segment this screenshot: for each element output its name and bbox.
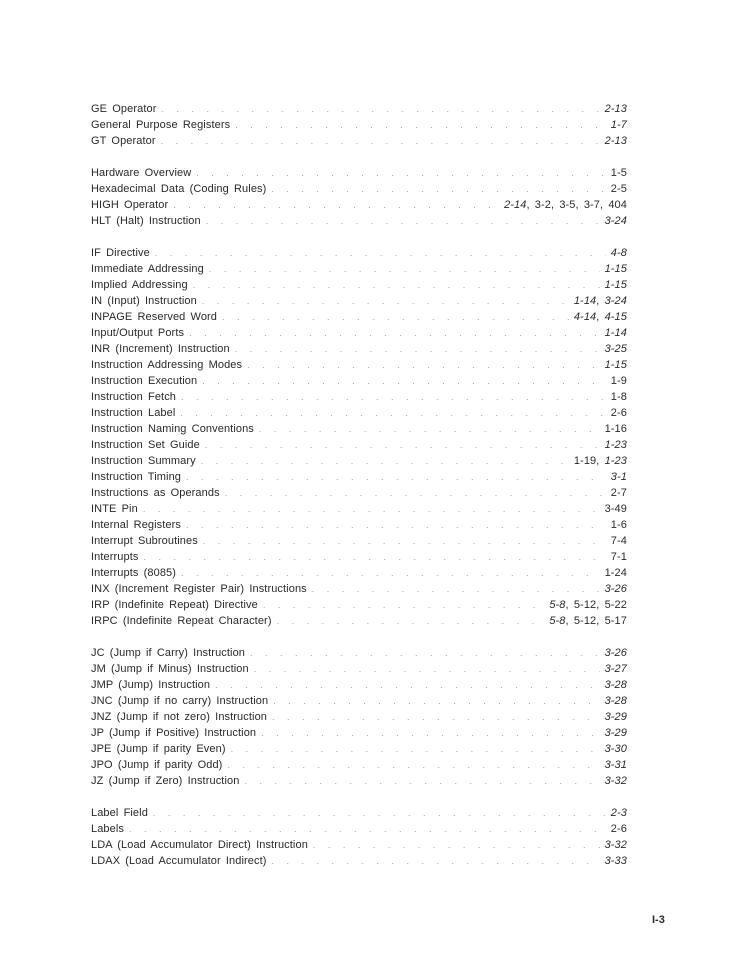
index-term: JPE (Jump if parity Even) xyxy=(91,743,226,755)
page-reference: 1-23 xyxy=(604,439,627,451)
page-references xyxy=(605,501,627,517)
index-term: JNC (Jump if no carry) Instruction xyxy=(91,695,269,707)
index-entry xyxy=(91,133,627,149)
page-references xyxy=(611,549,627,565)
index-term: JNZ (Jump if not zero) Instruction xyxy=(91,711,268,723)
index-entry xyxy=(91,293,627,309)
index-entry xyxy=(91,645,627,661)
dot-leader xyxy=(143,549,605,565)
index-entry xyxy=(91,677,627,693)
index-list xyxy=(91,101,627,885)
page-reference: 4-15 xyxy=(604,311,627,323)
index-entry xyxy=(91,661,627,677)
page-references xyxy=(605,581,627,597)
dot-leader xyxy=(153,805,606,821)
page-reference: 1-9 xyxy=(610,375,627,387)
index-term: JZ (Jump if Zero) Instruction xyxy=(91,775,240,787)
index-term: Instruction Execution xyxy=(91,375,198,387)
index-entry xyxy=(91,453,627,469)
index-term: Instruction Fetch xyxy=(91,391,177,403)
index-term: INX (Increment Register Pair) Instructions xyxy=(91,583,307,595)
index-term: INR (Increment) Instruction xyxy=(91,343,230,355)
index-entry xyxy=(91,805,627,821)
index-term: JM (Jump if Minus) Instruction xyxy=(91,663,249,675)
page-reference: 3-27 xyxy=(604,663,627,675)
index-entry xyxy=(91,693,627,709)
index-term: GT Operator xyxy=(91,135,156,147)
index-entry xyxy=(91,245,627,261)
index-entry xyxy=(91,101,627,117)
index-term: Implied Addressing xyxy=(91,279,188,291)
index-entry xyxy=(91,309,627,325)
page-reference: 4-14 xyxy=(573,311,597,323)
dot-leader xyxy=(227,757,599,773)
index-entry xyxy=(91,613,627,629)
index-term: LDAX (Load Accumulator Indirect) xyxy=(91,855,267,867)
dot-leader xyxy=(247,357,599,373)
index-group xyxy=(91,165,627,229)
dot-leader xyxy=(155,245,606,261)
index-entry xyxy=(91,197,627,213)
index-entry xyxy=(91,565,627,581)
page-reference: 3-33 xyxy=(604,855,627,867)
index-term: General Purpose Registers xyxy=(91,119,231,131)
index-term: Internal Registers xyxy=(91,519,182,531)
page-references: 5-8, 5-12, 5-22 xyxy=(549,599,627,611)
page-reference: 3-2 xyxy=(534,199,551,211)
page-references xyxy=(611,373,627,389)
page-reference: 2-6 xyxy=(610,823,627,835)
dot-leader xyxy=(196,165,606,181)
index-term: JP (Jump if Positive) Instruction xyxy=(91,727,257,739)
page-number: I-3 xyxy=(652,914,665,926)
page-reference: 1-19 xyxy=(573,455,597,467)
index-entry xyxy=(91,421,627,437)
index-term: Input/Output Ports xyxy=(91,327,185,339)
index-entry xyxy=(91,853,627,869)
index-term: IRPC (Indefinite Repeat Character) xyxy=(91,615,272,627)
dot-leader xyxy=(143,501,600,517)
dot-leader xyxy=(313,837,600,853)
index-entry xyxy=(91,709,627,725)
index-term: Instruction Naming Conventions xyxy=(91,423,254,435)
dot-leader xyxy=(173,197,499,213)
dot-leader xyxy=(272,853,600,869)
dot-leader xyxy=(254,661,600,677)
dot-leader xyxy=(215,677,599,693)
index-term: HIGH Operator xyxy=(91,199,169,211)
index-entry xyxy=(91,581,627,597)
dot-leader xyxy=(263,597,544,613)
page-references xyxy=(605,773,627,789)
index-term: Instruction Label xyxy=(91,407,176,419)
page-reference: 5-8 xyxy=(549,615,566,627)
index-term: Instruction Set Guide xyxy=(91,439,200,451)
page-reference: 2-3 xyxy=(610,807,627,819)
page-references xyxy=(611,165,627,181)
page-reference: 404 xyxy=(608,199,627,211)
page-references: 1-14, 3-24 xyxy=(573,295,627,307)
dot-leader xyxy=(231,741,600,757)
page-reference: 3-29 xyxy=(604,727,627,739)
page-references xyxy=(605,213,627,229)
index-entry xyxy=(91,117,627,133)
dot-leader xyxy=(261,725,599,741)
index-group xyxy=(91,101,627,149)
page-reference: 1-15 xyxy=(604,279,627,291)
page-references xyxy=(611,245,627,261)
page-references xyxy=(605,853,627,869)
index-term: INTE Pin xyxy=(91,503,138,515)
page-references xyxy=(605,693,627,709)
page-reference: 5-17 xyxy=(604,615,627,627)
page-reference: 3-26 xyxy=(604,583,627,595)
page-reference: 1-24 xyxy=(604,567,627,579)
index-group xyxy=(91,645,627,789)
index-term: Hexadecimal Data (Coding Rules) xyxy=(91,183,267,195)
page-reference: 5-22 xyxy=(604,599,627,611)
index-group xyxy=(91,245,627,629)
dot-leader xyxy=(201,453,569,469)
page-reference: 1-5 xyxy=(610,167,627,179)
index-term: Immediate Addressing xyxy=(91,263,204,275)
dot-leader xyxy=(181,565,600,581)
page-reference: 3-24 xyxy=(604,215,627,227)
page-reference: 3-24 xyxy=(604,295,627,307)
page-reference: 3-25 xyxy=(604,343,627,355)
index-term: GE Operator xyxy=(91,103,157,115)
index-entry xyxy=(91,725,627,741)
page-reference: 3-26 xyxy=(604,647,627,659)
page-reference: 1-15 xyxy=(604,359,627,371)
page-reference: 2-13 xyxy=(604,103,627,115)
index-entry xyxy=(91,773,627,789)
dot-leader xyxy=(250,645,600,661)
page-references: 2-14, 3-2, 3-5, 3-7, 404 xyxy=(504,199,627,211)
dot-leader xyxy=(209,261,600,277)
dot-leader xyxy=(259,421,600,437)
page-references xyxy=(611,469,627,485)
page-references xyxy=(611,517,627,533)
index-entry xyxy=(91,485,627,501)
page-reference: 3-1 xyxy=(610,471,627,483)
page-reference: 3-49 xyxy=(604,503,627,515)
dot-leader xyxy=(277,613,545,629)
index-entry xyxy=(91,837,627,853)
page-references xyxy=(605,421,627,437)
dot-leader xyxy=(235,341,600,357)
page-reference: 3-32 xyxy=(604,775,627,787)
page-reference: 3-5 xyxy=(559,199,576,211)
dot-leader xyxy=(202,373,606,389)
index-entry xyxy=(91,821,627,837)
index-entry xyxy=(91,741,627,757)
page-references xyxy=(605,645,627,661)
page-references xyxy=(605,437,627,453)
dot-leader xyxy=(129,821,606,837)
index-entry xyxy=(91,325,627,341)
page-references xyxy=(611,485,627,501)
page-reference: 1-15 xyxy=(604,263,627,275)
index-entry xyxy=(91,357,627,373)
index-entry xyxy=(91,405,627,421)
index-term: Instructions as Operands xyxy=(91,487,220,499)
page-references xyxy=(611,181,627,197)
index-entry xyxy=(91,437,627,453)
page-references xyxy=(605,565,627,581)
dot-leader xyxy=(235,117,606,133)
index-term: IF Directive xyxy=(91,247,150,259)
page-references xyxy=(611,805,627,821)
page-references xyxy=(605,357,627,373)
dot-leader xyxy=(186,517,606,533)
page-references xyxy=(611,533,627,549)
page-references xyxy=(605,133,627,149)
dot-leader xyxy=(180,405,605,421)
index-entry xyxy=(91,213,627,229)
dot-leader xyxy=(205,437,600,453)
dot-leader xyxy=(202,293,569,309)
index-term: JMP (Jump) Instruction xyxy=(91,679,211,691)
page-reference: 5-8 xyxy=(549,599,566,611)
index-term: LDA (Load Accumulator Direct) Instruction xyxy=(91,839,308,851)
page-references: 4-14, 4-15 xyxy=(573,311,627,323)
dot-leader xyxy=(161,101,599,117)
index-entry xyxy=(91,517,627,533)
page-references xyxy=(611,117,627,133)
page-references xyxy=(605,341,627,357)
page-references xyxy=(605,277,627,293)
page-reference: 7-1 xyxy=(610,551,627,563)
index-term: IN (Input) Instruction xyxy=(91,295,197,307)
dot-leader xyxy=(189,325,600,341)
page-reference: 1-16 xyxy=(604,423,627,435)
index-term: JPO (Jump if parity Odd) xyxy=(91,759,223,771)
page-references: 5-8, 5-12, 5-17 xyxy=(549,615,627,627)
index-entry xyxy=(91,501,627,517)
page-reference: 2-6 xyxy=(610,407,627,419)
index-entry xyxy=(91,261,627,277)
page-reference: 1-14 xyxy=(573,295,597,307)
page-reference: 5-12 xyxy=(573,599,597,611)
index-term: Interrupts (8085) xyxy=(91,567,177,579)
dot-leader xyxy=(272,709,600,725)
page-references xyxy=(605,677,627,693)
index-term: Instruction Timing xyxy=(91,471,182,483)
index-entry xyxy=(91,165,627,181)
dot-leader xyxy=(244,773,599,789)
page-reference: 3-28 xyxy=(604,695,627,707)
index-entry xyxy=(91,469,627,485)
page-reference: 1-6 xyxy=(610,519,627,531)
dot-leader xyxy=(161,133,600,149)
page-references xyxy=(605,725,627,741)
page-references xyxy=(605,741,627,757)
page-reference: 5-12 xyxy=(573,615,597,627)
page-references xyxy=(605,837,627,853)
page-reference: 3-30 xyxy=(604,743,627,755)
page-references xyxy=(605,661,627,677)
index-term: HLT (Halt) Instruction xyxy=(91,215,201,227)
page-reference: 1-14 xyxy=(604,327,627,339)
index-group xyxy=(91,805,627,869)
page-reference: 4-8 xyxy=(610,247,627,259)
page-reference: 3-32 xyxy=(604,839,627,851)
index-entry xyxy=(91,181,627,197)
page-reference: 3-28 xyxy=(604,679,627,691)
page-reference: 2-5 xyxy=(610,183,627,195)
page-reference: 3-7 xyxy=(583,199,601,211)
page-reference: 3-29 xyxy=(604,711,627,723)
index-entry xyxy=(91,341,627,357)
dot-leader xyxy=(271,181,605,197)
dot-leader xyxy=(193,277,600,293)
index-term: Labels xyxy=(91,823,125,835)
index-term: Instruction Addressing Modes xyxy=(91,359,243,371)
index-term: IRP (Indefinite Repeat) Directive xyxy=(91,599,258,611)
index-term: JC (Jump if Carry) Instruction xyxy=(91,647,246,659)
dot-leader xyxy=(225,485,606,501)
index-entry xyxy=(91,757,627,773)
page-references: 1-19, 1-23 xyxy=(573,455,627,467)
page-reference: 2-14 xyxy=(504,199,527,211)
dot-leader xyxy=(222,309,569,325)
page-references xyxy=(611,405,627,421)
dot-leader xyxy=(186,469,606,485)
dot-leader xyxy=(203,533,606,549)
index-term: Interrupts xyxy=(91,551,139,563)
index-term: INPAGE Reserved Word xyxy=(91,311,218,323)
page-references xyxy=(605,325,627,341)
index-term: Label Field xyxy=(91,807,148,819)
index-entry xyxy=(91,389,627,405)
page-reference: 2-7 xyxy=(610,487,627,499)
dot-leader xyxy=(273,693,599,709)
page-references xyxy=(611,389,627,405)
index-entry xyxy=(91,373,627,389)
page-references xyxy=(605,757,627,773)
page-reference: 7-4 xyxy=(610,535,627,547)
page-reference: 2-13 xyxy=(604,135,627,147)
index-term: Interrupt Subroutines xyxy=(91,535,198,547)
dot-leader xyxy=(206,213,600,229)
page-reference: 3-31 xyxy=(604,759,627,771)
dot-leader xyxy=(181,389,606,405)
page-references xyxy=(605,101,627,117)
index-term: Instruction Summary xyxy=(91,455,196,467)
page-references xyxy=(605,709,627,725)
index-entry xyxy=(91,549,627,565)
index-term: Hardware Overview xyxy=(91,167,192,179)
page-references xyxy=(611,821,627,837)
page-reference: 1-23 xyxy=(604,455,627,467)
index-entry xyxy=(91,277,627,293)
page-reference: 1-7 xyxy=(610,119,627,131)
index-entry xyxy=(91,533,627,549)
page-references xyxy=(605,261,627,277)
dot-leader xyxy=(312,581,600,597)
index-entry xyxy=(91,597,627,613)
page-reference: 1-8 xyxy=(610,391,627,403)
